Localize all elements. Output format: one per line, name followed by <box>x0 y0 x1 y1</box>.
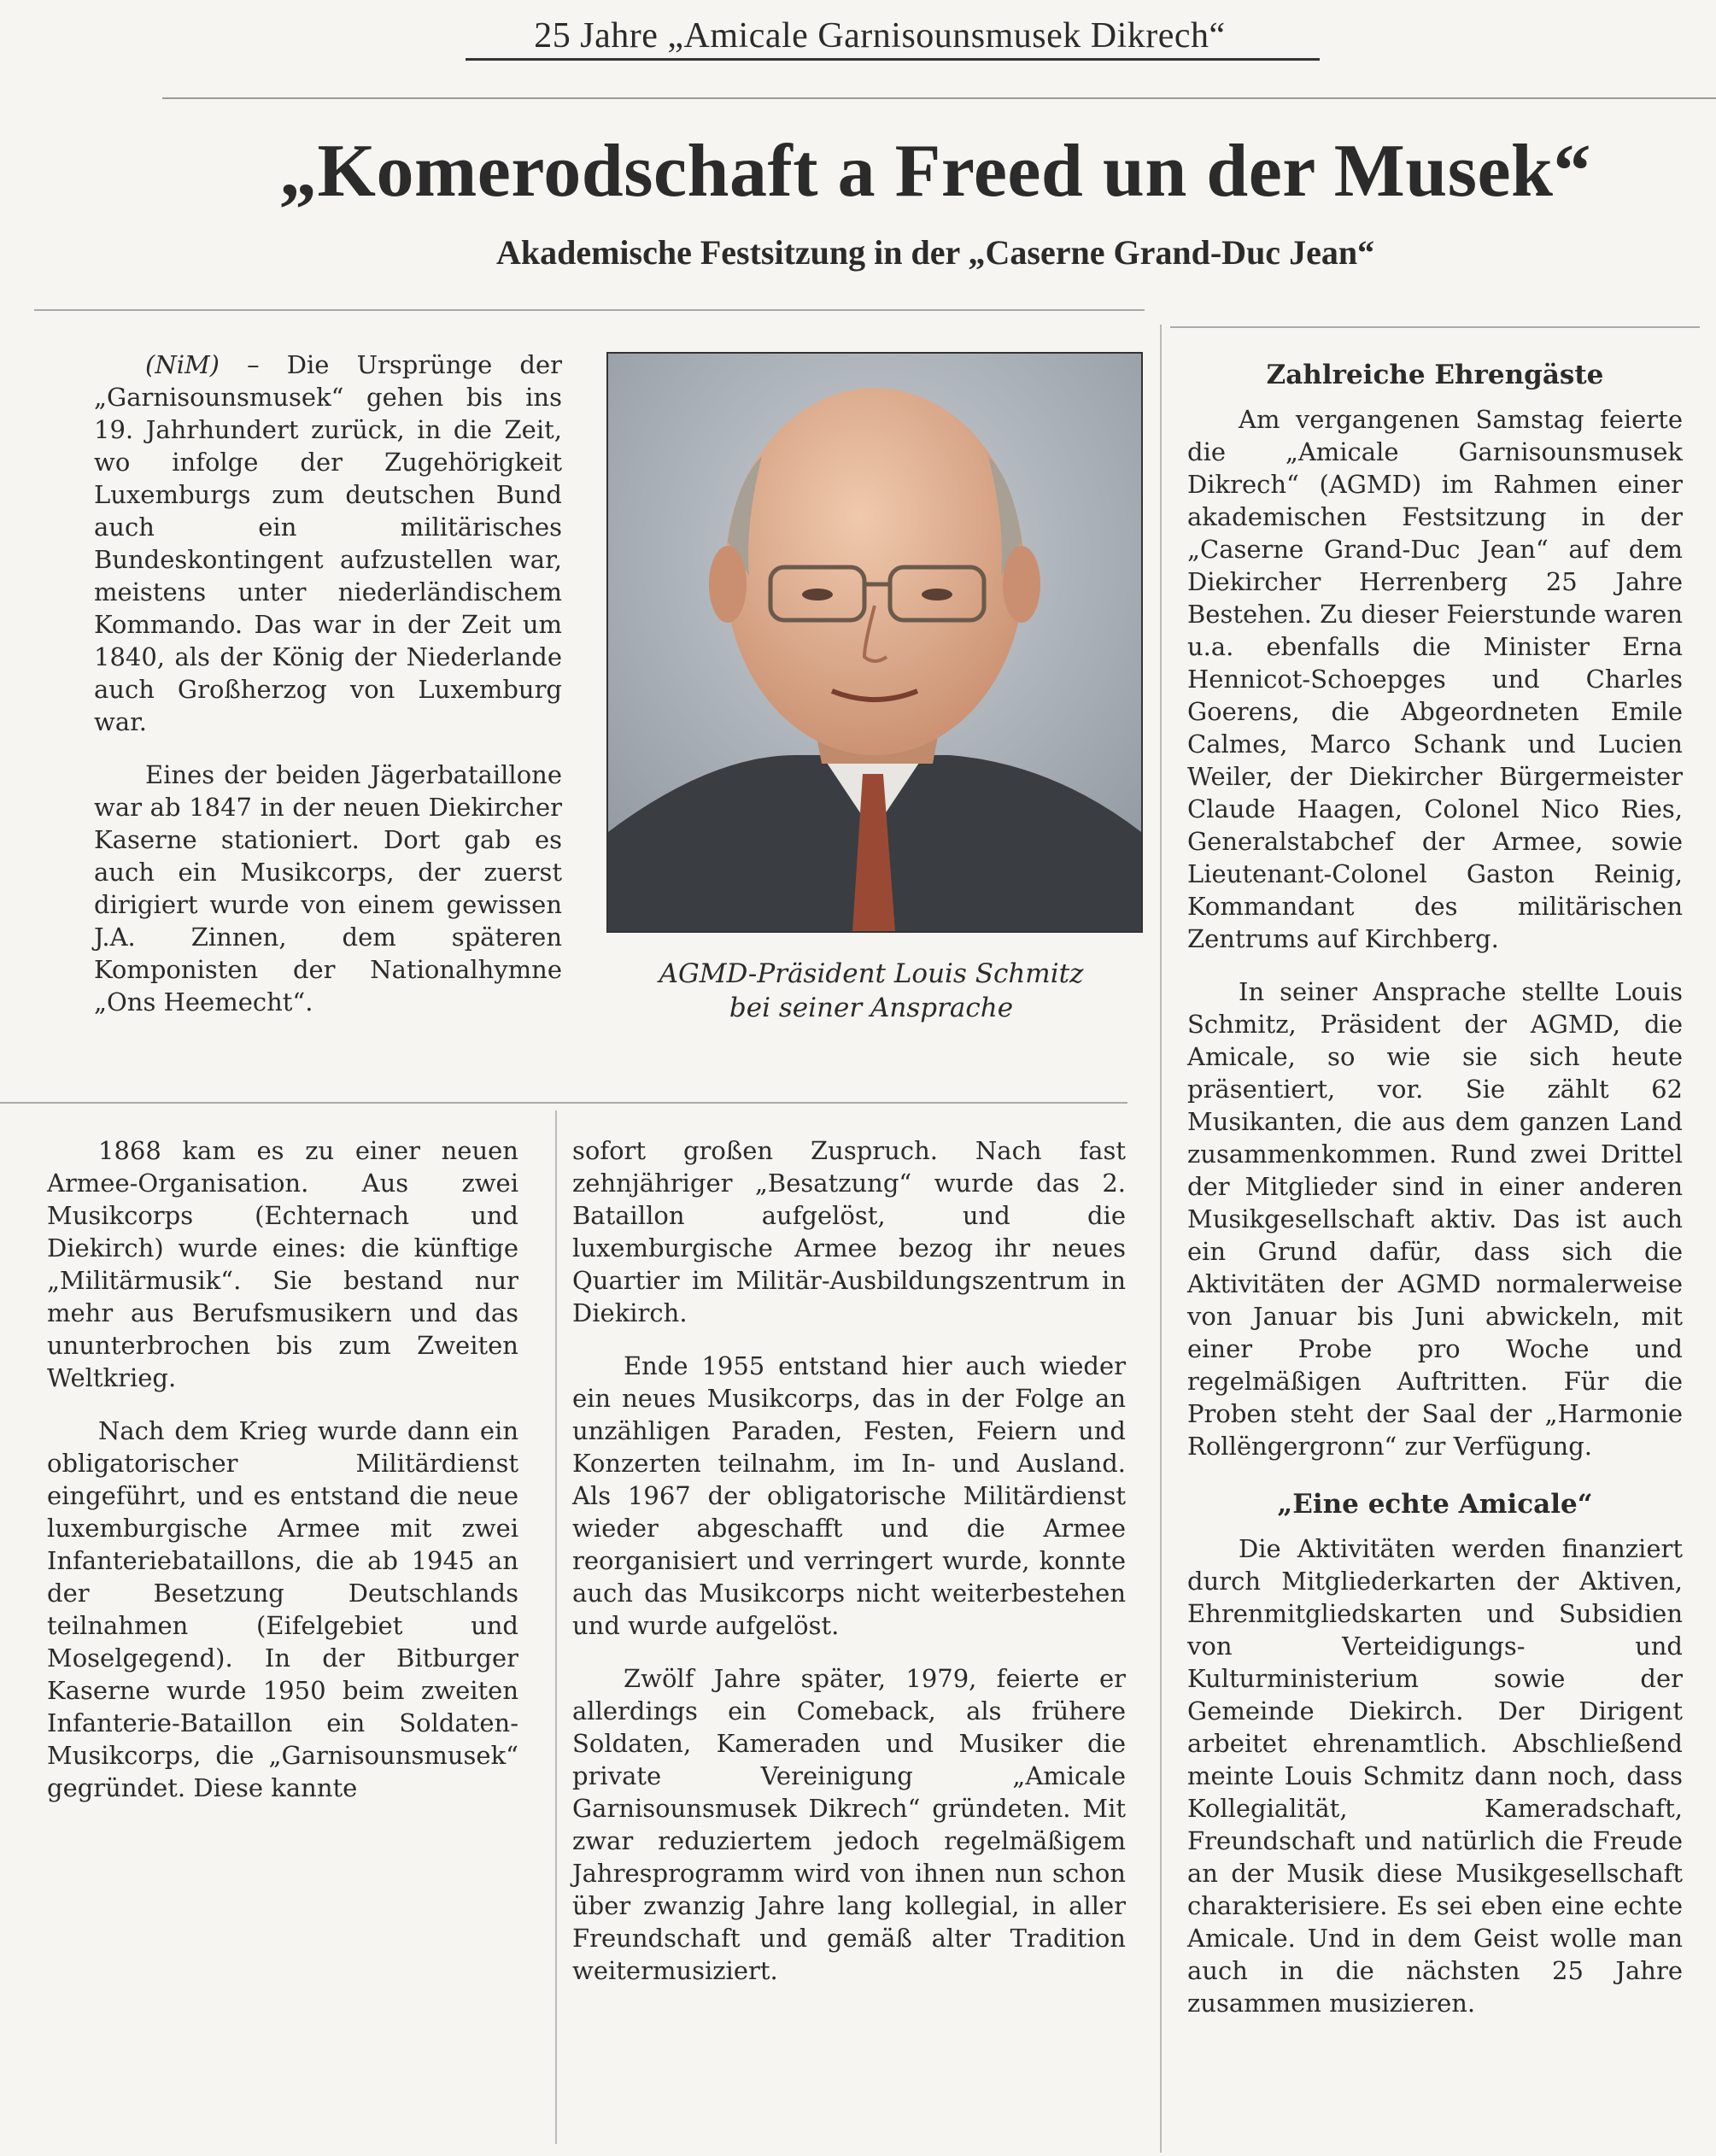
paragraph: Die Aktivitäten werden finanziert durch Mitgliederkarten der Aktiven, Ehrenmitgliedskarten und Subsidien von Verteidigungs- und Kulturministerium sowie der Gemeinde Diekirch. Der Dirigent arbeitet ehrenamtlich. Abschließend meinte Louis Schmitz dann noch, dass Kollegialität, Kameradschaft, Freundschaft und natürlich die Freude an der Musik diese Musikgesellschaft charakterisiere. Es sei eben eine echte Amicale. Und in dem Geist wolle man auch in die nächsten 25 Jahre zusammen musizieren. <box>1187 1534 1683 2018</box>
article-column-2b <box>572 1134 1126 2007</box>
paragraph: Ende 1955 entstand hier auch wieder ein neues Musikcorps, das in der Folge an unzähligen Paraden, Festen, Feiern und Konzerten teilnahm, im In- und Ausland. Als 1967 der obligatorische Militärdienst wieder abgeschafft und die Armee reorganisiert und verringert wurde, konnte auch das Musikcorps nicht weiterbestehen und wurde aufgelöst. <box>572 1351 1126 1640</box>
caption-line-2: bei seiner Ansprache <box>729 993 1014 1023</box>
section-divider <box>0 1102 1127 1104</box>
caption-line-1: AGMD-Präsident Louis Schmitz <box>659 958 1084 989</box>
column-divider-middle <box>555 1110 557 2144</box>
byline: (NiM) <box>145 350 220 379</box>
paragraph: 1868 kam es zu einer neuen Armee-Organisation. Aus zwei Musikcorps (Echternach und Diekirch) wurde eines: die künftige „Militärmusik“. Sie bestand nur mehr aus Berufsmusikern und das ununterbrochen bis zum Zweiten Weltkrieg. <box>47 1136 518 1392</box>
header-divider <box>162 97 1716 99</box>
subheadline: Akademische Festsitzung in der „Caserne Grand-Duc Jean“ <box>495 233 1375 272</box>
section-heading-ehrengaeste: Zahlreiche Ehrengäste <box>1266 360 1604 390</box>
column-divider-right <box>1160 325 1162 2153</box>
article-column-3 <box>1187 359 1683 2040</box>
photo-louis-schmitz <box>606 352 1143 933</box>
paragraph: Nach dem Krieg wurde dann ein obligatorischer Militärdienst eingeführt, und es entstand die neue luxemburgische Armee mit zwei Infanteriebataillons, die ab 1945 an der Besetzung Deutschlands teilnahmen (Eifelgebiet und Moselgegend). In der Bitburger Kaserne wurde 1950 beim zweiten Infanterie-Bataillon ein Soldaten-Musikcorps, die „Garnisounsmusek“ gegründet. Diese kannte <box>47 1416 518 1802</box>
body-top-rule-left <box>34 309 1145 311</box>
paragraph-text: – Die Ursprünge der „Garnisounsmusek“ gehen bis ins 19. Jahrhundert zurück, in die Zeit, wo infolge der Zugehörigkeit Luxemburgs zum deutschen Bund auch ein militärisches Bundeskontingent aufzustellen war, meistens unter niederländischem Kommando. Das war in der Zeit um 1840, als der König der Niederlande auch Großherzog von Luxemburg war. <box>94 350 563 736</box>
kicker-underline <box>466 58 1320 61</box>
kicker-title: 25 Jahre „Amicale Garnisounsmusek Dikrech“ <box>534 16 1226 56</box>
article-column-1b <box>47 1134 518 1825</box>
paragraph: Zwölf Jahre später, 1979, feierte er allerdings ein Comeback, als frühere Soldaten, Kameraden und Musiker die private Vereinigung „Amicale Garnisounsmusek Dikrech“ gründeten. Mit zwar reduziertem jedoch regelmäßigem Jahresprogramm wird von ihnen nun schon über zwanzig Jahre lang kollegial, in aller Freundschaft und gemäß alter Tradition weitermusiziert. <box>572 1664 1126 1985</box>
photo-caption <box>598 957 1145 1025</box>
article-column-1 <box>94 349 562 1039</box>
body-top-rule-right <box>1170 326 1700 328</box>
section-heading-amicale: „Eine echte Amicale“ <box>1277 1489 1593 1520</box>
paragraph <box>94 349 562 738</box>
headline: „Komerodschaft a Freed un der Musek“ <box>279 130 1591 213</box>
paragraph: sofort großen Zuspruch. Nach fast zehnjähriger „Besatzung“ wurde das 2. Bataillon aufgelöst, und die luxemburgische Armee bezog ihr neues Quartier im Militär-Ausbildungszentrum in Diekirch. <box>572 1136 1126 1327</box>
paragraph: Eines der beiden Jägerbataillone war ab 1847 in der neuen Diekircher Kaserne stationiert. Dort gab es auch ein Musikcorps, der zuerst dirigiert wurde von einem gewissen J.A. Zinnen, dem späteren Komponisten der Nationalhymne „Ons Heemecht“. <box>94 760 562 1016</box>
paragraph: In seiner Ansprache stellte Louis Schmitz, Präsident der AGMD, die Amicale, so wie sie sich heute präsentiert, vor. Sie zählt 62 Musikanten, die aus dem ganzen Land zusammenkommen. Rund zwei Drittel der Mitglieder sind in einer anderen Musikgesellschaft aktiv. Das ist auch ein Grund dafür, dass sich die Aktivitäten der AGMD normalerweise von Januar bis Juni abwickeln, mit einer Probe pro Woche und regelmäßigen Auftritten. Für die Proben steht der Saal der „Harmonie Rollëngergronn“ zur Verfügung. <box>1187 977 1683 1461</box>
paragraph: Am vergangenen Samstag feierte die „Amicale Garnisounsmusek Dikrech“ (AGMD) im Rahmen einer akademischen Festsitzung in der „Caserne Grand-Duc Jean“ auf dem Diekircher Herrenberg 25 Jahre Bestehen. Zu dieser Feierstunde waren u.a. ebenfalls die Minister Erna Hennicot-Schoepges und Charles Goerens, die Abgeordneten Emile Calmes, Marco Schank und Lucien Weiler, der Diekircher Bürgermeister Claude Haagen, Colonel Nico Ries, Generalstabchef der Armee, sowie Lieutenant-Colonel Gaston Reinig, Kommandant des militärischen Zentrums auf Kirchberg. <box>1187 405 1683 953</box>
portrait-image <box>608 354 1141 931</box>
